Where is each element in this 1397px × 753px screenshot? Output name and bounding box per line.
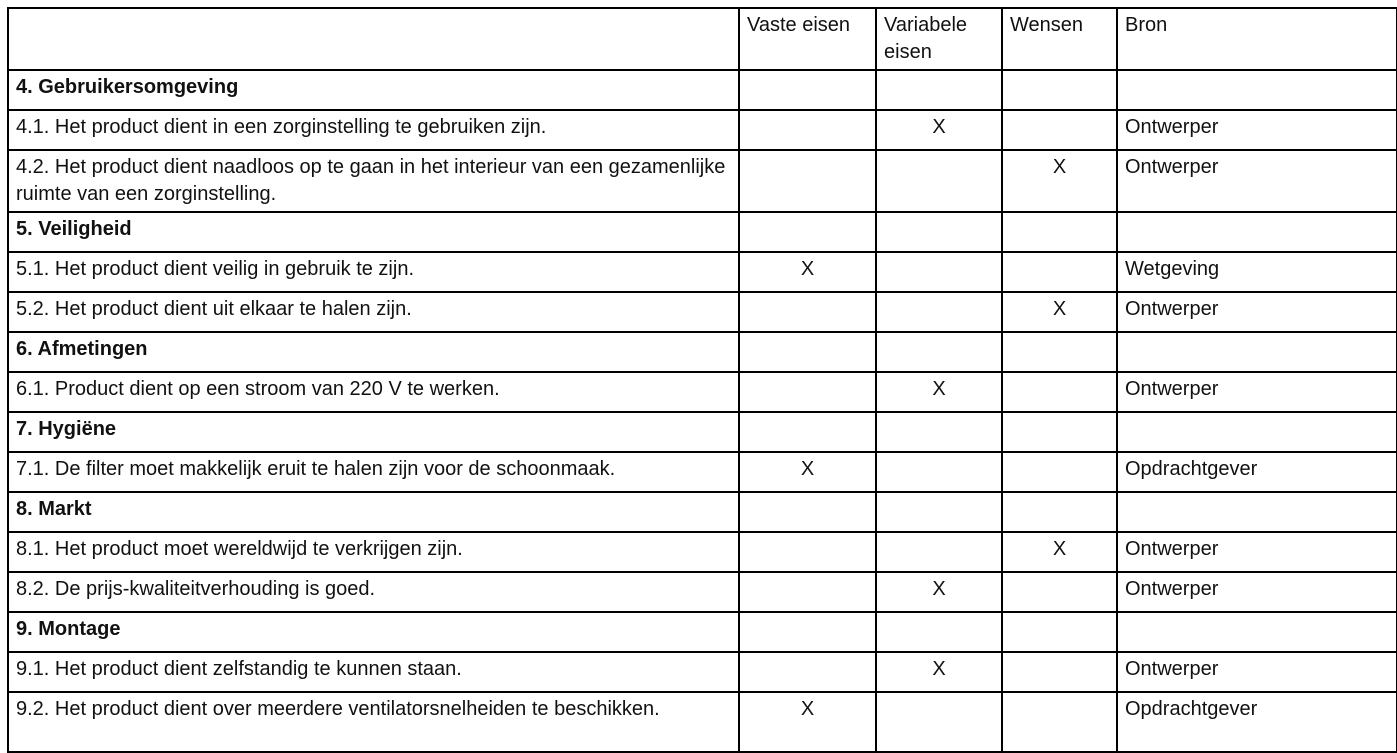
vaste-eisen-cell: X <box>739 252 876 292</box>
vaste-eisen-cell <box>739 110 876 150</box>
wensen-cell <box>1002 412 1117 452</box>
bron-cell: Ontwerper <box>1117 150 1397 212</box>
vaste-eisen-cell <box>739 372 876 412</box>
wensen-cell <box>1002 452 1117 492</box>
variabele-eisen-cell <box>876 452 1002 492</box>
wensen-cell <box>1002 692 1117 752</box>
requirement-cell: 8. Markt <box>8 492 739 532</box>
header-requirement <box>8 8 739 70</box>
wensen-cell <box>1002 612 1117 652</box>
requirement-row <box>8 252 1397 292</box>
vaste-eisen-cell <box>739 70 876 110</box>
variabele-eisen-cell <box>876 612 1002 652</box>
wensen-cell: X <box>1002 292 1117 332</box>
variabele-eisen-cell: X <box>876 372 1002 412</box>
section-row <box>8 212 1397 252</box>
requirement-cell: 9.2. Het product dient over meerdere ventilatorsnelheiden te beschikken. <box>8 692 739 752</box>
wensen-cell <box>1002 252 1117 292</box>
section-row <box>8 70 1397 110</box>
vaste-eisen-cell <box>739 212 876 252</box>
bron-cell: Ontwerper <box>1117 652 1397 692</box>
variabele-eisen-cell <box>876 252 1002 292</box>
wensen-cell <box>1002 110 1117 150</box>
bron-cell <box>1117 70 1397 110</box>
bron-cell: Opdrachtgever <box>1117 692 1397 752</box>
requirement-row <box>8 150 1397 212</box>
bron-cell <box>1117 412 1397 452</box>
variabele-eisen-cell <box>876 150 1002 212</box>
vaste-eisen-cell <box>739 572 876 612</box>
requirement-cell: 7. Hygiëne <box>8 412 739 452</box>
requirement-cell: 6.1. Product dient op een stroom van 220 V te werken. <box>8 372 739 412</box>
variabele-eisen-cell <box>876 492 1002 532</box>
wensen-cell <box>1002 572 1117 612</box>
wensen-cell <box>1002 212 1117 252</box>
requirement-row <box>8 652 1397 692</box>
vaste-eisen-cell <box>739 292 876 332</box>
header-bron: Bron <box>1117 8 1397 70</box>
variabele-eisen-cell <box>876 692 1002 752</box>
requirement-cell: 8.1. Het product moet wereldwijd te verkrijgen zijn. <box>8 532 739 572</box>
wensen-cell <box>1002 332 1117 372</box>
wensen-cell <box>1002 652 1117 692</box>
wensen-cell <box>1002 492 1117 532</box>
requirement-cell: 8.2. De prijs-kwaliteitverhouding is goed. <box>8 572 739 612</box>
requirement-cell: 5. Veiligheid <box>8 212 739 252</box>
requirement-cell: 9. Montage <box>8 612 739 652</box>
section-row <box>8 492 1397 532</box>
header-variabele-eisen: Variabele eisen <box>876 8 1002 70</box>
variabele-eisen-cell: X <box>876 110 1002 150</box>
requirement-cell: 6. Afmetingen <box>8 332 739 372</box>
requirements-table <box>7 7 1397 753</box>
requirement-row <box>8 372 1397 412</box>
section-row <box>8 412 1397 452</box>
vaste-eisen-cell <box>739 532 876 572</box>
bron-cell: Ontwerper <box>1117 532 1397 572</box>
wensen-cell <box>1002 372 1117 412</box>
variabele-eisen-cell <box>876 532 1002 572</box>
section-row <box>8 612 1397 652</box>
variabele-eisen-cell <box>876 70 1002 110</box>
wensen-cell: X <box>1002 532 1117 572</box>
variabele-eisen-cell <box>876 332 1002 372</box>
bron-cell: Ontwerper <box>1117 292 1397 332</box>
vaste-eisen-cell: X <box>739 692 876 752</box>
wensen-cell <box>1002 70 1117 110</box>
vaste-eisen-cell <box>739 492 876 532</box>
requirement-cell: 4. Gebruikersomgeving <box>8 70 739 110</box>
requirement-row <box>8 292 1397 332</box>
section-row <box>8 332 1397 372</box>
vaste-eisen-cell <box>739 612 876 652</box>
requirement-cell: 4.2. Het product dient naadloos op te gaan in het interieur van een gezamenlijke ruimte van een zorginstelling. <box>8 150 739 212</box>
requirement-row <box>8 572 1397 612</box>
requirement-cell: 5.2. Het product dient uit elkaar te halen zijn. <box>8 292 739 332</box>
requirement-row <box>8 452 1397 492</box>
requirement-cell: 9.1. Het product dient zelfstandig te kunnen staan. <box>8 652 739 692</box>
bron-cell <box>1117 612 1397 652</box>
requirement-row <box>8 110 1397 150</box>
requirement-cell: 4.1. Het product dient in een zorginstelling te gebruiken zijn. <box>8 110 739 150</box>
variabele-eisen-cell <box>876 292 1002 332</box>
variabele-eisen-cell: X <box>876 572 1002 612</box>
header-vaste-eisen: Vaste eisen <box>739 8 876 70</box>
bron-cell: Ontwerper <box>1117 110 1397 150</box>
requirements-table-body <box>8 8 1397 752</box>
requirement-row <box>8 532 1397 572</box>
header-wensen: Wensen <box>1002 8 1117 70</box>
requirement-row <box>8 692 1397 752</box>
vaste-eisen-cell <box>739 412 876 452</box>
bron-cell: Wetgeving <box>1117 252 1397 292</box>
vaste-eisen-cell: X <box>739 452 876 492</box>
variabele-eisen-cell <box>876 412 1002 452</box>
bron-cell <box>1117 332 1397 372</box>
bron-cell: Ontwerper <box>1117 372 1397 412</box>
wensen-cell: X <box>1002 150 1117 212</box>
variabele-eisen-cell <box>876 212 1002 252</box>
bron-cell: Opdrachtgever <box>1117 452 1397 492</box>
vaste-eisen-cell <box>739 150 876 212</box>
vaste-eisen-cell <box>739 332 876 372</box>
header-row <box>8 8 1397 70</box>
vaste-eisen-cell <box>739 652 876 692</box>
requirement-cell: 5.1. Het product dient veilig in gebruik te zijn. <box>8 252 739 292</box>
requirement-cell: 7.1. De filter moet makkelijk eruit te halen zijn voor de schoonmaak. <box>8 452 739 492</box>
bron-cell <box>1117 212 1397 252</box>
variabele-eisen-cell: X <box>876 652 1002 692</box>
bron-cell <box>1117 492 1397 532</box>
bron-cell: Ontwerper <box>1117 572 1397 612</box>
